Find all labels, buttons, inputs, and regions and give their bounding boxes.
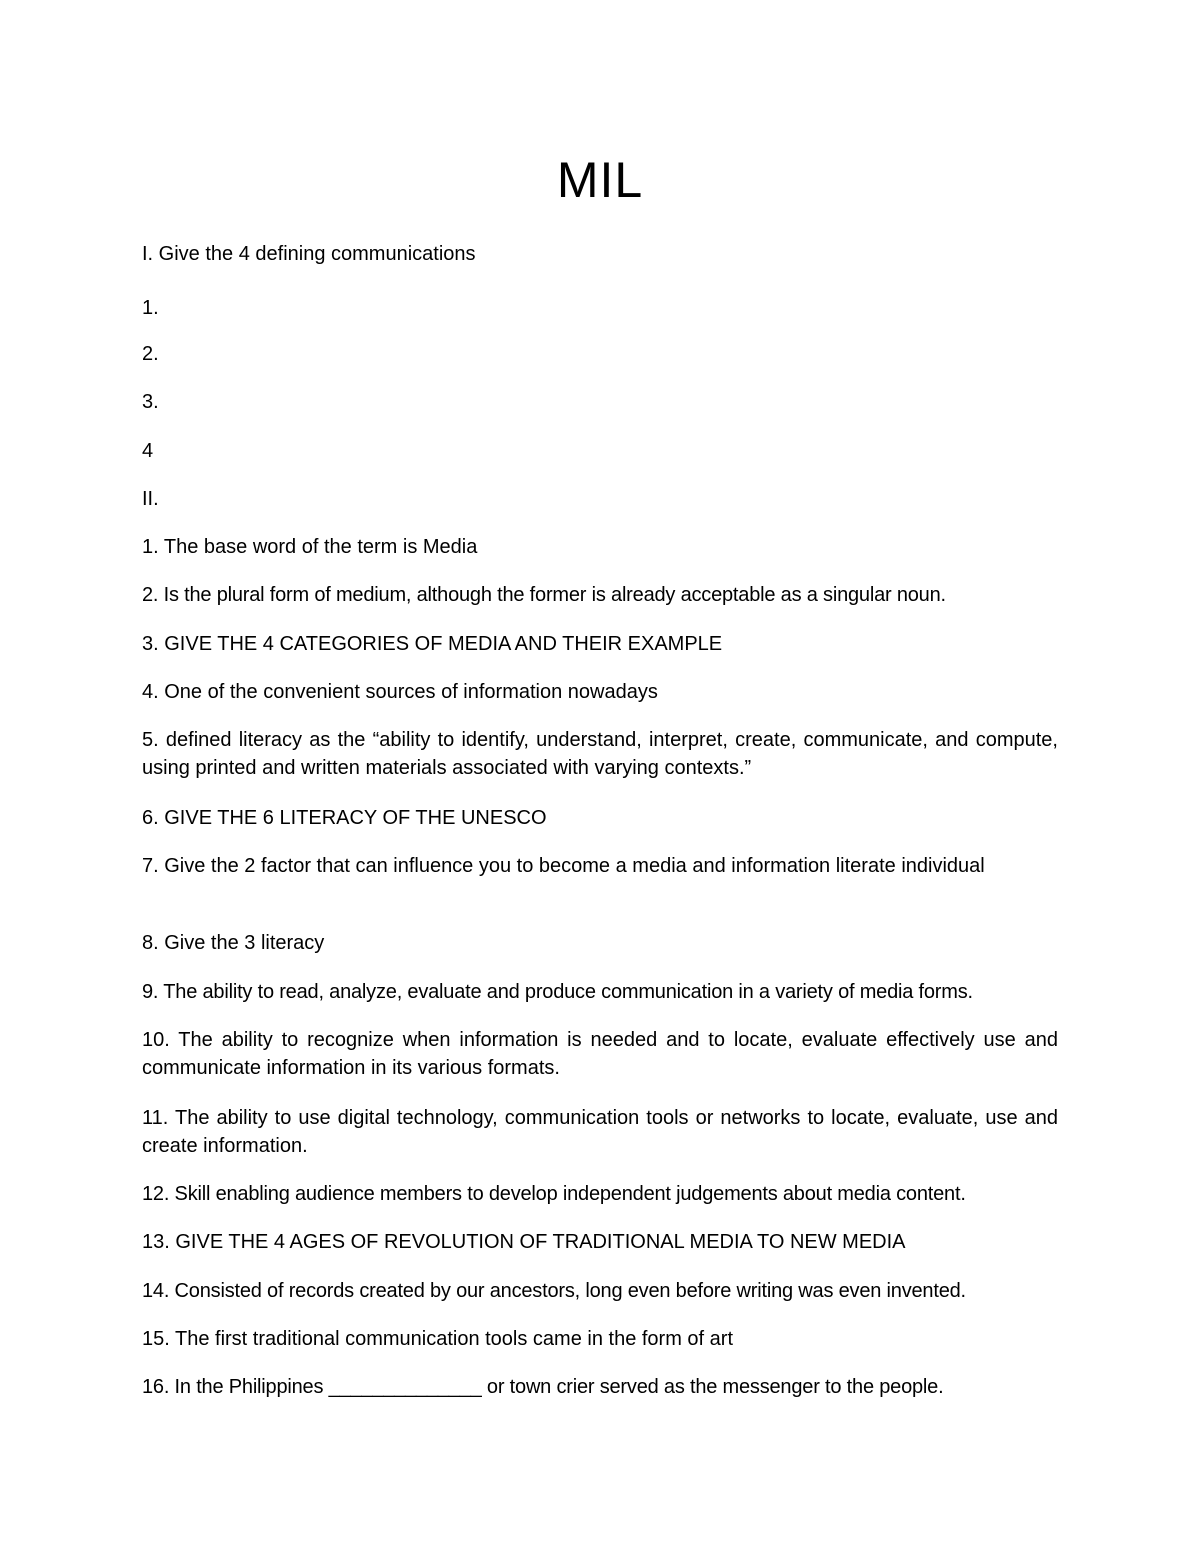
section-2-heading: II.: [142, 488, 159, 510]
question-item: 3. GIVE THE 4 CATEGORIES OF MEDIA AND THEIR EXAMPLE: [142, 633, 723, 655]
question-item: 6. GIVE THE 6 LITERACY OF THE UNESCO: [142, 807, 547, 829]
question-item: 12. Skill enabling audience members to develop independent judgements about media content.: [142, 1183, 966, 1205]
question-item: 9. The ability to read, analyze, evaluate and produce communication in a variety of media forms.: [142, 981, 973, 1003]
section-1-item: 4: [142, 440, 154, 462]
section-1-item: 2.: [142, 343, 159, 365]
question-item: 4. One of the convenient sources of information nowadays: [142, 681, 658, 703]
question-item: 5. defined literacy as the “ability to identify, understand, interpret, create, communicate, and compute, using printed and written materials associated with varying contexts.”: [142, 729, 1058, 779]
document-title: MIL: [556, 152, 644, 208]
question-item: 14. Consisted of records created by our ancestors, long even before writing was even invented.: [142, 1280, 966, 1302]
question-item: 10. The ability to recognize when information is needed and to locate, evaluate effectively use and communicate information in its various formats.: [142, 1029, 1058, 1079]
section-1-heading: I. Give the 4 defining communications: [142, 243, 476, 265]
question-item: 16. In the Philippines ______________ or town crier served as the messenger to the people.: [142, 1376, 944, 1398]
question-item: 2. Is the plural form of medium, although the former is already acceptable as a singular noun.: [142, 584, 946, 606]
document-page: [142, 0, 1058, 1553]
section-1-item: 1.: [142, 297, 159, 319]
question-item: 13. GIVE THE 4 AGES OF REVOLUTION OF TRADITIONAL MEDIA TO NEW MEDIA: [142, 1231, 906, 1253]
question-item: 7. Give the 2 factor that can influence you to become a media and information literate individual: [142, 855, 985, 877]
question-item: 8. Give the 3 literacy: [142, 932, 325, 954]
question-item: 15. The first traditional communication tools came in the form of art: [142, 1328, 734, 1350]
question-item: 1. The base word of the term is Media: [142, 536, 478, 558]
section-1-item: 3.: [142, 391, 159, 413]
question-item: 11. The ability to use digital technology, communication tools or networks to locate, evaluate, use and create information.: [142, 1107, 1058, 1157]
